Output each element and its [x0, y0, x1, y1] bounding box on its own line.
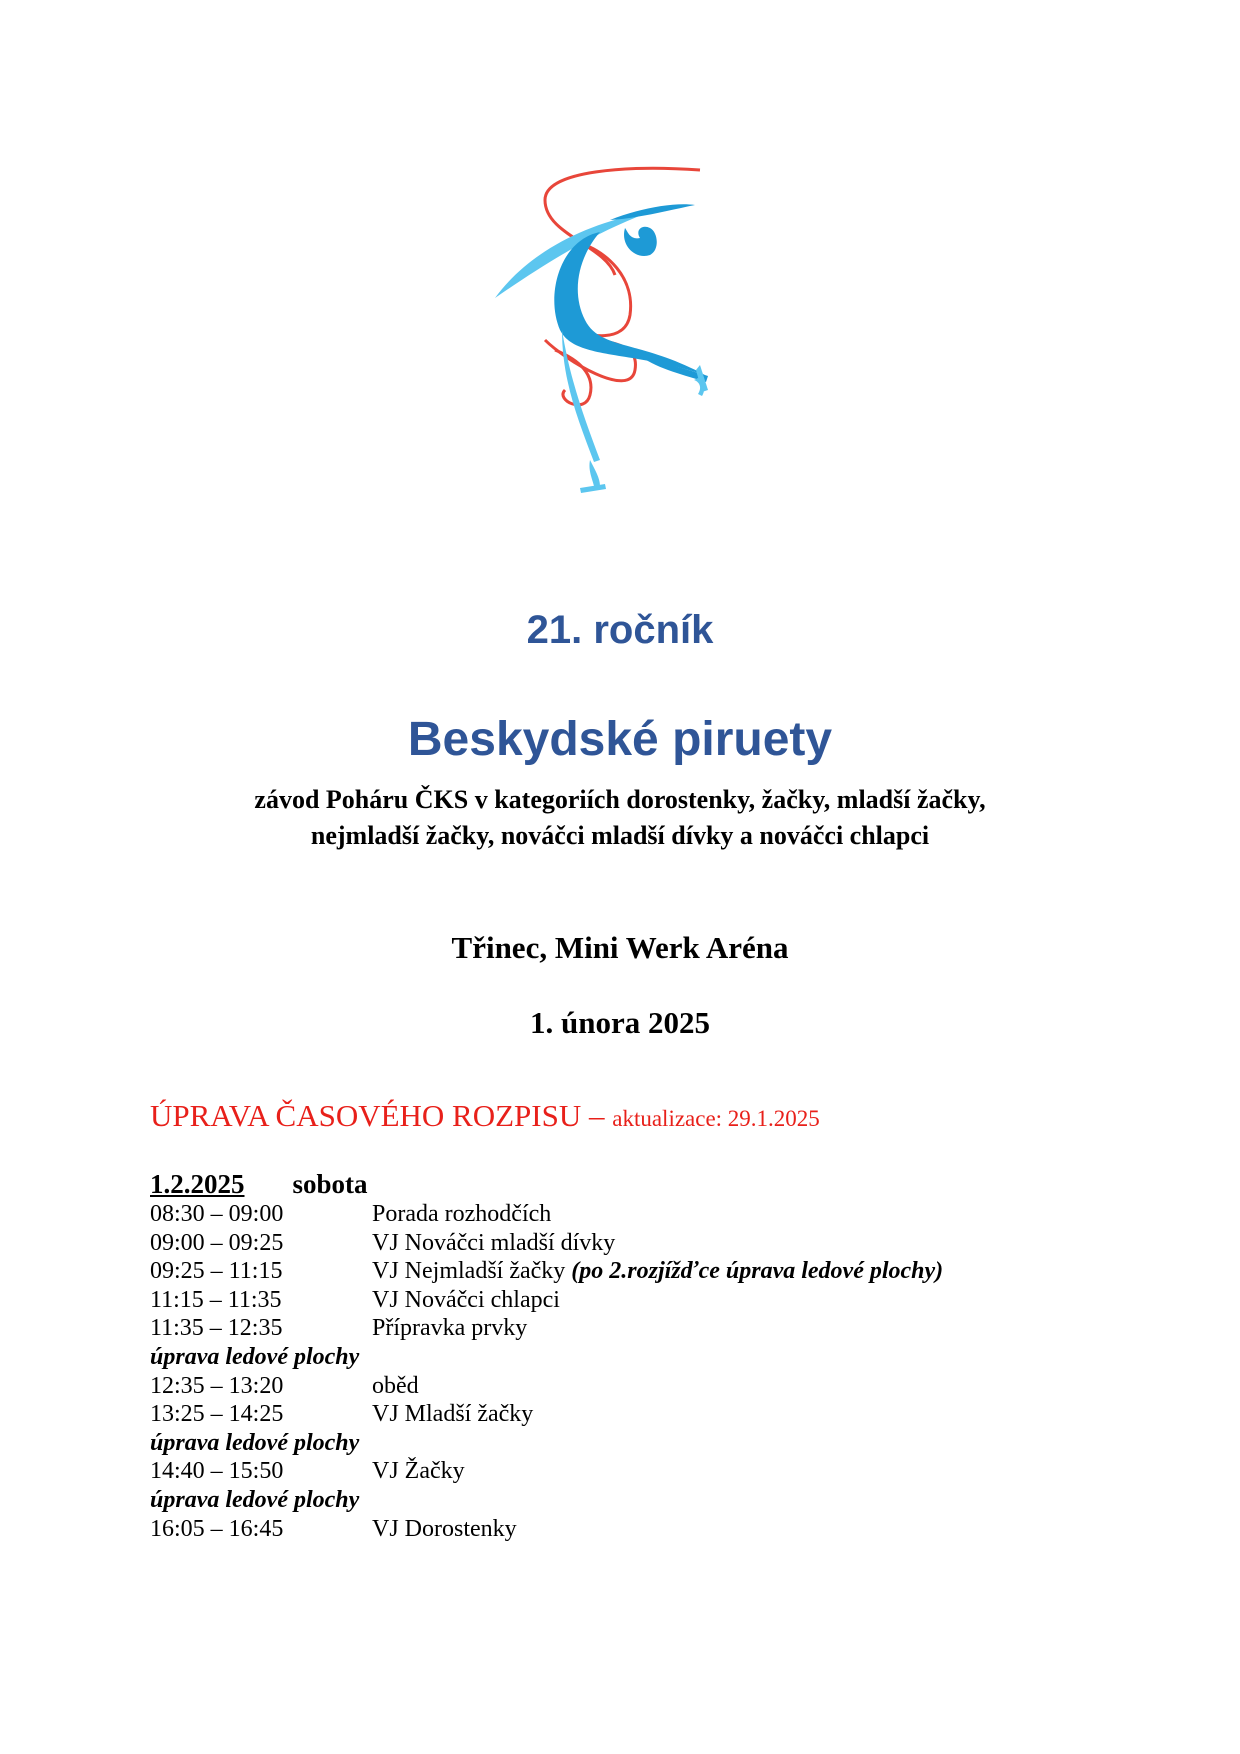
row-event: VJ Nováčci mladší dívky [372, 1229, 616, 1256]
row-event: oběd [372, 1372, 419, 1399]
schedule-row [150, 1229, 1150, 1258]
page-title: Beskydské piruety [407, 713, 833, 766]
subtitle [0, 782, 1240, 854]
notice-update-date: aktualizace: 29.1.2025 [612, 1106, 820, 1131]
notice-main: ÚPRAVA ČASOVÉHO ROZPISU [150, 1098, 582, 1133]
schedule-row [150, 1515, 1150, 1544]
venue: Třinec, Mini Werk Aréna [451, 930, 789, 965]
row-event: Porada rozhodčích [372, 1201, 552, 1227]
row-event: VJ Nejmladší žačky [372, 1258, 572, 1285]
row-event: Přípravka prvky [372, 1315, 528, 1342]
row-event: VJ Mladší žačky [372, 1401, 534, 1428]
schedule-change-notice [150, 1096, 820, 1139]
ice-resurfacing-row: úprava ledové plochy [150, 1429, 360, 1456]
schedule-row [150, 1372, 1150, 1401]
row-time: 16:05 – 16:45 [150, 1515, 284, 1542]
row-time: 08:30 – 09:00 [150, 1201, 284, 1227]
row-time: 13:25 – 14:25 [150, 1401, 284, 1428]
row-time: 09:25 – 11:15 [150, 1258, 283, 1285]
ice-resurfacing-row: úprava ledové plochy [150, 1486, 360, 1513]
schedule-row [150, 1257, 1150, 1286]
edition-heading: 21. ročník [526, 608, 714, 652]
ice-resurfacing-row: úprava ledové plochy [150, 1343, 360, 1370]
row-event: VJ Dorostenky [372, 1515, 517, 1542]
row-event: VJ Nováčci chlapci [372, 1286, 560, 1313]
event-date: 1. února 2025 [530, 1005, 710, 1040]
row-time: 11:35 – 12:35 [150, 1315, 283, 1342]
day-header [150, 1168, 1150, 1200]
row-time: 09:00 – 09:25 [150, 1229, 284, 1256]
schedule-row [150, 1314, 1150, 1343]
schedule [150, 1168, 1150, 1543]
schedule-day: sobota [292, 1169, 368, 1199]
figure-skater-logo-icon [490, 160, 760, 530]
row-event: VJ Žačky [372, 1458, 465, 1485]
subtitle-line-1: závod Poháru ČKS v kategoriích dorostenky, žačky, mladší žačky, [254, 785, 986, 814]
schedule-row [150, 1457, 1150, 1486]
row-time: 11:15 – 11:35 [150, 1286, 282, 1313]
notice-dash: – [581, 1098, 613, 1133]
row-time: 14:40 – 15:50 [150, 1458, 284, 1485]
schedule-row [150, 1200, 1150, 1229]
row-note: (po 2.rozjížďce úprava ledové plochy) [571, 1258, 944, 1285]
schedule-row [150, 1286, 1150, 1315]
schedule-date: 1.2.2025 [150, 1169, 245, 1199]
row-time: 12:35 – 13:20 [150, 1372, 284, 1399]
schedule-row [150, 1400, 1150, 1429]
subtitle-line-2: nejmladší žačky, nováčci mladší dívky a nováčci chlapci [310, 821, 930, 850]
